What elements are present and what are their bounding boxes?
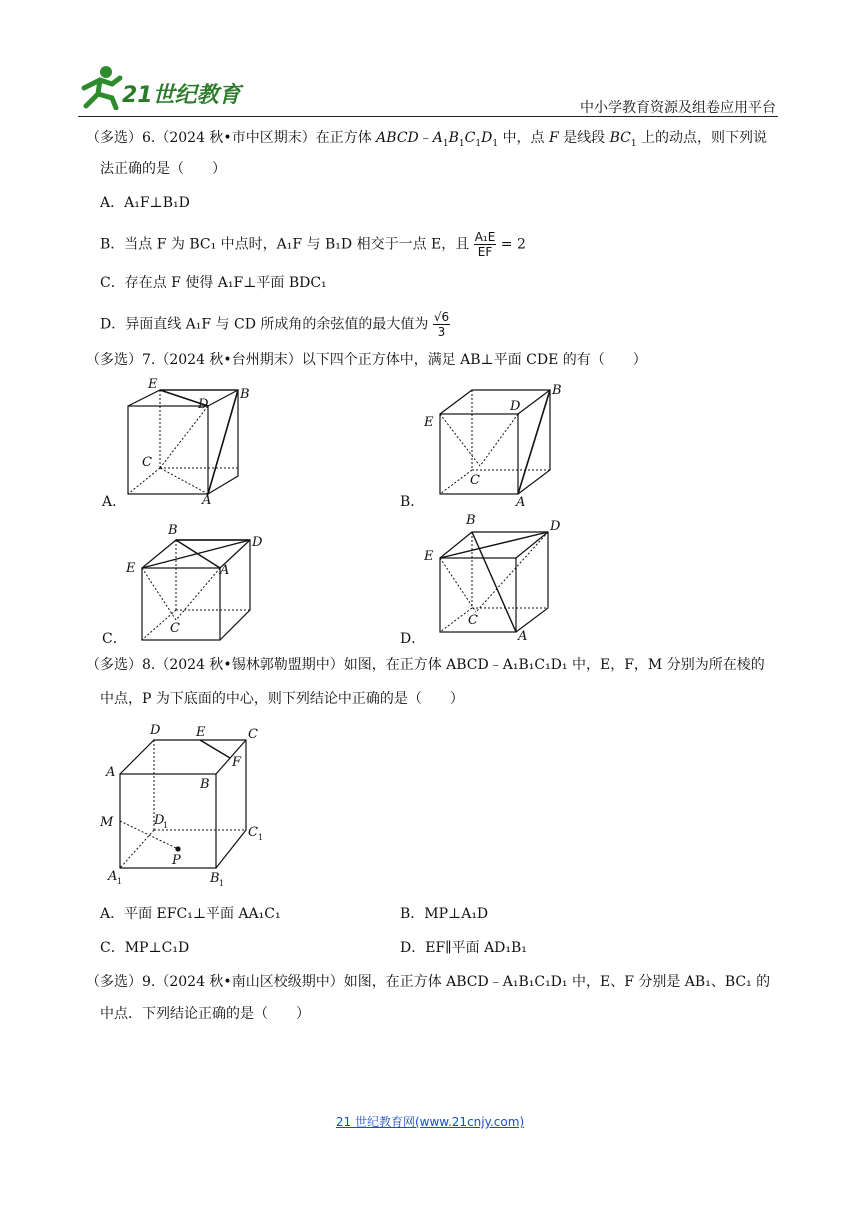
q8-option-c: C．MP⊥C₁D [100, 940, 190, 956]
vertex-label: C [248, 825, 258, 840]
runner-icon [78, 64, 126, 110]
vertex-label: E [126, 561, 136, 576]
vertex-label: A [220, 563, 230, 578]
vertex-label: C [142, 455, 152, 470]
q8-stem-line2: 中点，P 为下底面的中心，则下列结论中正确的是（ ） [100, 691, 464, 707]
platform-name: 中小学教育资源及组卷应用平台 [580, 100, 776, 116]
vertex-label: B [168, 523, 178, 538]
q8-option-a: A．平面 EFC₁⊥平面 AA₁C₁ [100, 906, 281, 922]
vertex-label: E [424, 549, 434, 564]
vertex-label: D [150, 723, 161, 738]
q7-figure-c [120, 522, 270, 642]
vertex-label: A [516, 495, 526, 510]
vertex-label: C [468, 613, 478, 628]
vertex-label: D [510, 399, 521, 414]
q8-stem-line1: （多选）8.（2024 秋•锡林郭勒盟期中）如图，在正方体 ABCD﹣A₁B₁C₁D₁ 中，E，F，M 分别为所在棱的 [86, 657, 765, 673]
svg-text:1: 1 [163, 821, 169, 830]
svg-text:1: 1 [258, 833, 264, 842]
vertex-label: B [240, 387, 250, 402]
q6-stem-line1: （多选）6.（2024 秋•市中区期末）在正方体 $ABCD﹣A_1B_1C_1D_1$ 中，点 F 是线段 $BC_1$ 上的动点，则下列说 [86, 130, 768, 149]
q7-option-c-label: C． [102, 631, 127, 647]
q8-figure [100, 718, 280, 892]
vertex-label: B [466, 513, 476, 528]
fraction: $\frac{√6}{3}$ [433, 310, 450, 339]
vertex-label: B [552, 383, 562, 398]
q8-option-b: B．MP⊥A₁D [400, 906, 489, 922]
vertex-label: A [202, 493, 212, 504]
q6-option-c: C．存在点 F 使得 A₁F⊥平面 BDC₁ [100, 275, 327, 291]
q7-figure-d [420, 512, 570, 642]
vertex-label: C [248, 727, 258, 742]
q6-option-b: B．当点 F 为 BC₁ 中点时，A₁F 与 B₁D 相交于一点 E，且 $\frac{\text{A₁E}}{EF}$ = 2 [100, 230, 526, 259]
svg-text:1: 1 [117, 877, 123, 886]
header-rule [78, 116, 778, 117]
vertex-label: D [198, 397, 209, 412]
q7-stem: （多选）7.（2024 秋•台州期末）以下四个正方体中，满足 AB⊥平面 CDE 的有（ ） [86, 352, 647, 368]
q8-option-d: D．EF∥平面 AD₁B₁ [400, 940, 527, 956]
vertex-label: D [252, 535, 263, 550]
q9-stem-line1: （多选）9.（2024 秋•南山区校级期中）如图，在正方体 ABCD﹣A₁B₁C₁D₁ 中，E、F 分别是 AB₁、BC₁ 的 [86, 974, 771, 990]
vertex-label: A [106, 765, 116, 780]
vertex-label: P [172, 853, 181, 868]
vertex-label: D [154, 813, 165, 828]
footer-link[interactable]: 21 世纪教育网(www.21cnjy.com) [335, 1115, 525, 1129]
vertex-label: A [108, 869, 118, 884]
logo [78, 64, 248, 114]
vertex-label: C [170, 621, 180, 636]
vertex-label: F [232, 755, 242, 770]
q9-stem-line2: 中点．下列结论正确的是（ ） [100, 1006, 310, 1022]
vertex-label: B [200, 777, 210, 792]
vertex-label: E [148, 377, 158, 392]
vertex-label: C [470, 473, 480, 488]
vertex-label: A [518, 629, 528, 642]
q6-option-d: D．异面直线 A₁F 与 CD 所成角的余弦值的最大值为 $\frac{√6}{3}$ [100, 310, 450, 339]
q7-option-b-label: B． [400, 494, 425, 510]
q6-option-a: A．A₁F⊥B₁D [100, 195, 190, 211]
q7-option-d-label: D． [400, 631, 426, 647]
q7-figure-a [120, 374, 260, 504]
vertex-label: D [550, 519, 561, 534]
vertex-label: E [424, 415, 434, 430]
vertex-label: M [100, 815, 114, 830]
vertex-label: B [210, 871, 220, 886]
vertex-label: E [196, 725, 206, 740]
q7-option-a-label: A． [102, 494, 127, 510]
q7-figure-b [420, 380, 570, 510]
svg-text:1: 1 [219, 879, 225, 888]
fraction: $\frac{\text{A₁E}}{EF}$ [474, 230, 496, 259]
logo-text: 21世纪教育 [122, 83, 241, 108]
q6-stem-line2: 法正确的是（ ） [100, 161, 226, 177]
